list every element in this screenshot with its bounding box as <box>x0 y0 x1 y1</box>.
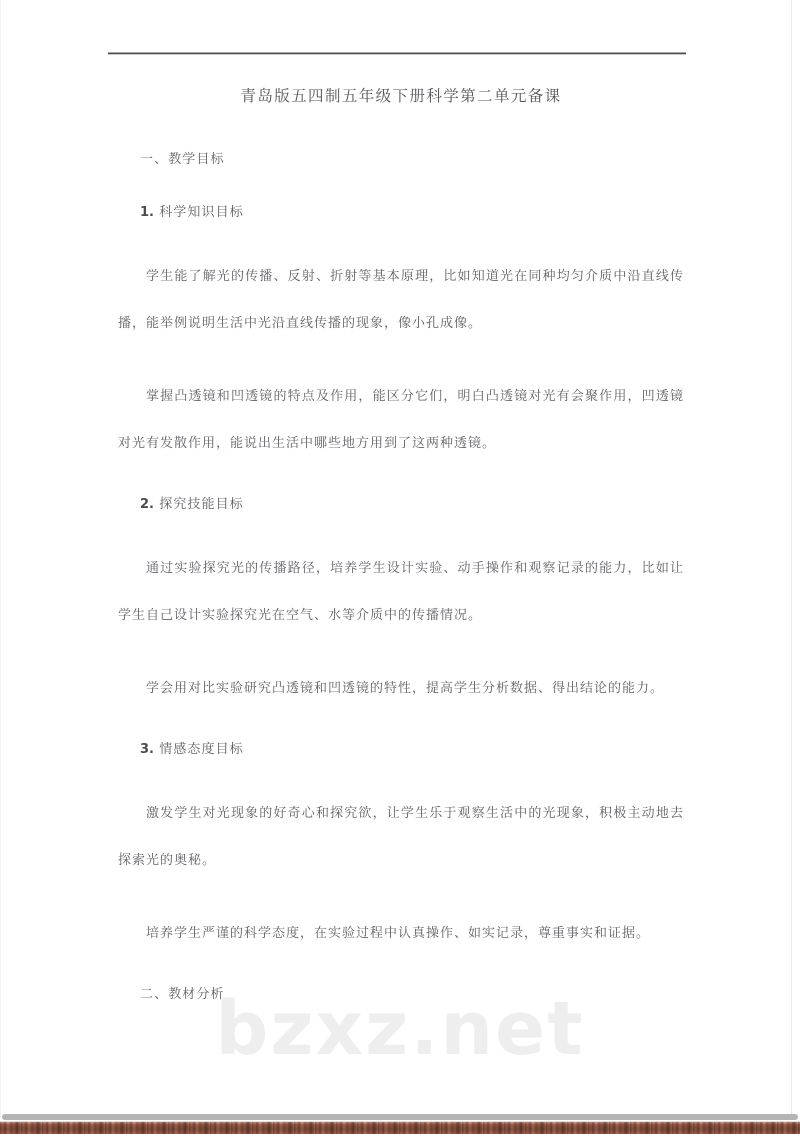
rule-line-light-bottom <box>108 54 686 55</box>
document-body <box>118 84 684 1036</box>
subsection-label: 探究技能目标 <box>159 497 244 512</box>
subsection-heading-emotional-attitude <box>118 738 684 757</box>
paragraph-scientific-attitude: 培养学生严谨的科学态度，在实验过程中认真操作、如实记录，尊重事实和证据。 <box>146 926 651 941</box>
paragraph-curiosity: 激发学生对光现象的好奇心和探究欲，让学生乐于观察生活中的光现象，积极主动地去探索光的奥秘。 <box>118 806 684 868</box>
subsection-number: 2. <box>140 497 154 512</box>
bottom-texture-strip <box>0 1122 800 1134</box>
header-horizontal-rule <box>108 52 686 55</box>
subsection-label: 科学知识目标 <box>159 205 244 220</box>
paragraph-light-propagation: 学生能了解光的传播、反射、折射等基本原理，比如知道光在同种均匀介质中沿直线传播，能举例说明生活中光沿直线传播的现象，像小孔成像。 <box>118 269 684 331</box>
subsection-heading-science-knowledge <box>118 201 684 220</box>
paragraph-comparative-experiment: 学会用对比实验研究凸透镜和凹透镜的特性，提高学生分析数据、得出结论的能力。 <box>146 681 665 696</box>
section-heading-textbook-analysis: 二、教材分析 <box>140 987 225 1002</box>
site-watermark: bzxz.net <box>215 986 585 1072</box>
subsection-heading-inquiry-skills <box>118 493 684 512</box>
paragraph-lens-characteristics: 掌握凸透镜和凹透镜的特点及作用，能区分它们，明白凸透镜对光有会聚作用，凹透镜对光有发散作用，能说出生活中哪些地方用到了这两种透镜。 <box>118 389 684 451</box>
document-title: 青岛版五四制五年级下册科学第二单元备课 <box>240 87 562 105</box>
page-edge-right <box>791 0 792 1118</box>
paragraph-experiment-design: 通过实验探究光的传播路径，培养学生设计实验、动手操作和观察记录的能力，比如让学生自己设计实验探究光在空气、水等介质中的传播情况。 <box>118 561 684 623</box>
subsection-label: 情感态度目标 <box>159 742 244 757</box>
page-edge-left <box>0 0 1 1118</box>
bottom-gray-bar <box>2 1114 798 1120</box>
subsection-number: 1. <box>140 205 154 220</box>
section-heading-teaching-objectives: 一、教学目标 <box>140 152 225 167</box>
subsection-number: 3. <box>140 742 154 757</box>
